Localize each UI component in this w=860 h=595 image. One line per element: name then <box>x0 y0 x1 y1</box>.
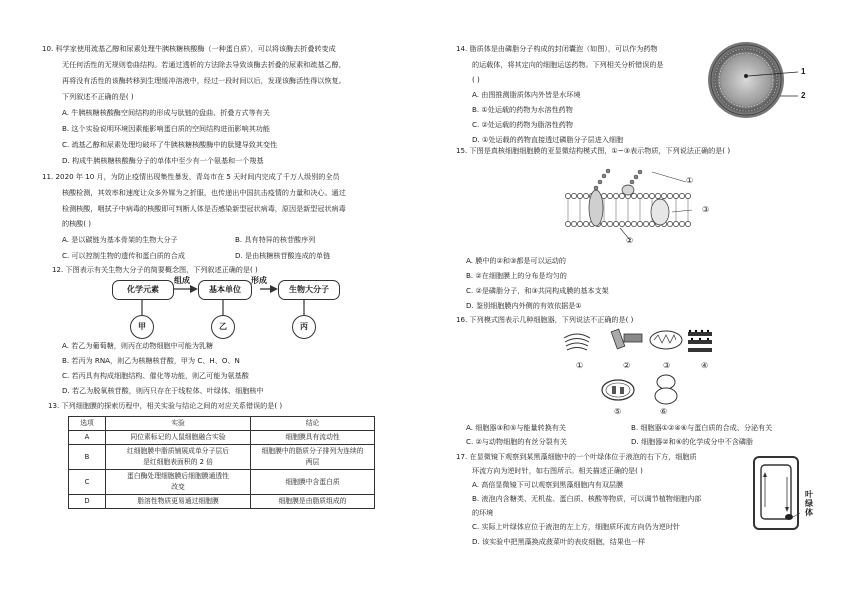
organelle-label-2: ② <box>623 361 631 370</box>
q16-option-d: D. 细胞器②和⑥的化学成分中不含磷脂 <box>631 437 754 446</box>
q15-option-d: D. 鉴别细胞膜内外侧的有效依据是① <box>466 301 582 310</box>
q11-option-d: D. 是由核糖核苷酸连成的单链 <box>235 251 331 260</box>
q10-line: 无任何活性的无规则卷曲结构。若通过透析的方法除去导致该酶去折叠的尿素和巯基乙醇， <box>62 60 346 69</box>
table-cell-option: D <box>69 495 106 509</box>
circle-bing: 丙 <box>292 315 316 339</box>
circle-yi: 乙 <box>211 315 235 339</box>
q14-option-b: B. ①处运载的药物为水溶性药物 <box>472 105 573 114</box>
chloroplast-icon <box>602 380 634 400</box>
membrane-label-1: ① <box>686 176 694 185</box>
q16-stem: 16. 下列模式图表示几种细胞器，下列说法不正确的是( ) <box>456 315 634 324</box>
q17-option-b: B. 液泡内含糖类、无机盐、蛋白质、核酸等物质，可以调节植物细胞内部 <box>472 494 702 503</box>
q10-line: 再将没有活性的该酶转移到生理缓冲溶液中，经过一段时间以后，发现该酶活性得以恢复。 <box>62 76 346 85</box>
q11-line: 的核酸( ) <box>62 219 92 228</box>
chloroplast-label: 叶绿体 <box>805 490 813 517</box>
box-chemical-elements: 化学元素 <box>112 280 174 300</box>
organelle-label-5: ⑤ <box>614 407 622 416</box>
q14-option-c: C. ②处运载的药物为脂溶性药物 <box>472 120 573 129</box>
q12-option-a: A. 若乙为葡萄糖，则丙在动物细胞中可能为乳糖 <box>62 341 214 350</box>
cell-line: 两层 <box>305 458 320 466</box>
mitochondrion-icon <box>650 331 682 349</box>
table-cell-option: C <box>69 470 106 495</box>
q12-option-d: D. 若乙为脱氧核苷酸，则丙只存在于线粒体、叶绿体、细胞核中 <box>62 386 264 395</box>
q14-line: 14. 脂质体是由磷脂分子构成的封闭囊泡（如图），可以作为药物 <box>456 44 658 53</box>
box-basic-unit: 基本单位 <box>198 280 252 300</box>
q16-option-b: B. 细胞器①②④⑥与蛋白质的合成、分泌有关 <box>631 423 773 432</box>
q11-line: 检测核酸，咽拭子中病毒的核酸即可判断人体是否感染新型冠状病毒，原因是新型冠状病毒 <box>62 204 346 213</box>
membrane-label-3: ③ <box>702 205 710 214</box>
q10-option-a: A. 牛胰核糖核酸酶空间结构的形成与肽链的盘曲、折叠方式等有关 <box>62 108 270 117</box>
table-header: 结论 <box>251 417 375 431</box>
organelles-figure <box>560 326 720 418</box>
cell-line: 是红细胞表面积的 2 倍 <box>143 458 213 466</box>
table-header: 选项 <box>69 417 106 431</box>
cell-line: 改变 <box>171 483 185 491</box>
table-cell-conclusion: 细胞膜中含蛋白质 <box>251 470 375 495</box>
box-macromolecule: 生物大分子 <box>278 280 340 300</box>
q10-option-c: C. 巯基乙醇和尿素处理均破坏了牛胰核糖核酸酶中的肽键导致其变性 <box>62 140 278 149</box>
q17-option-b-cont: 的环境 <box>472 508 494 517</box>
golgi-icon <box>564 334 590 350</box>
q10-option-b: B. 这个实验说明环境因素能影响蛋白质的空间结构进而影响其功能 <box>62 124 270 133</box>
q14-line: 的运载体，将其定向的细胞运送药物。下列相关分析错误的是 <box>472 60 664 69</box>
organelle-label-4: ④ <box>701 361 709 370</box>
table-row <box>69 470 375 495</box>
table-cell-experiment <box>106 470 251 495</box>
organelle-label-1: ① <box>576 361 584 370</box>
experiment-table <box>68 416 375 509</box>
q15-option-b: B. ②在细胞膜上的分布是均匀的 <box>466 271 567 280</box>
table-cell-experiment <box>106 445 251 470</box>
organelle-label-6: ⑥ <box>660 407 668 416</box>
table-row <box>69 431 375 445</box>
q15-option-a: A. 膜中的②和③都是可以运动的 <box>466 256 566 265</box>
table-cell-conclusion: 细胞膜是由脂质组成的 <box>251 495 375 509</box>
q15-option-c: C. ②是磷脂分子，和③共同构成膜的基本支架 <box>466 286 609 295</box>
q14-option-d: D. ①处运载的药物直接透过磷脂分子层进入细胞 <box>472 135 624 144</box>
q16-option-a: A. 细胞器③和⑤与能量转换有关 <box>466 423 566 432</box>
q16-option-c: C. ②与动物细胞的有丝分裂有关 <box>466 437 567 446</box>
q17-line: 环流方向为逆时针，如右图所示。相关描述正确的是( ) <box>472 466 643 475</box>
q12-option-b: B. 若丙为 RNA，则乙为核糖核苷酸，甲为 C、H、O、N <box>62 356 240 365</box>
q11-line: 核酸检测，其效率和速度让众多外媒为之折服，也传递出中国抗击疫情的力量和决心。通过 <box>62 188 346 197</box>
q11-option-c: C. 可以控制生物的遗传和蛋白质的合成 <box>62 251 185 260</box>
table-cell-option: A <box>69 431 106 445</box>
q11-option-b: B. 具有特异的核苷酸序列 <box>235 235 316 244</box>
q17-line: 17. 在显微镜下观察到某黑藻细胞中的一个叶绿体位于液泡的右下方，细胞质 <box>456 452 697 461</box>
liposome-label-2: 2 <box>801 91 806 100</box>
q10-line: 10. 科学家使用巯基乙醇和尿素处理牛胰核糖核酸酶（一种蛋白质），可以将该酶去折叠转变成 <box>42 44 336 53</box>
table-cell-experiment: 同位素标记的人鼠细胞融合实验 <box>106 431 251 445</box>
q15-stem: 15. 下图是真核细胞细胞膜的亚显微结构模式图，①~③表示物质，下列说法正确的是( ) <box>456 146 731 155</box>
liposome-label-1: 1 <box>801 67 806 76</box>
q11-line: 11. 2020 年 10 月，为防止疫情出现集性暴发，青岛市在 5 天时间内完成了千万人级别的全员 <box>42 172 340 181</box>
q17-option-d: D. 该实验中把黑藻换成菠菜叶的表皮细胞，结果也一样 <box>472 537 646 546</box>
table-cell-conclusion <box>251 445 375 470</box>
membrane-label-2: ② <box>626 236 634 245</box>
table-header: 实验 <box>106 417 251 431</box>
table-cell-conclusion: 细胞膜具有流动性 <box>251 431 375 445</box>
q14-line: ( ) <box>472 75 480 84</box>
q12-stem: 12. 下图表示有关生物大分子的简要概念图，下列叙述正确的是( ) <box>52 265 258 274</box>
cell-figure <box>752 455 802 535</box>
cell-line: 细胞膜中的脂质分子排列为连续的 <box>261 447 364 455</box>
liposome-figure <box>706 38 816 128</box>
q13-stem: 13. 下列细胞膜的探索历程中，相关实验与结论之间的对应关系错误的是( ) <box>48 401 283 410</box>
q14-option-a: A. 由图推测脂质体内外皆是水环境 <box>472 90 581 99</box>
cell-line: 红细胞膜中脂质铺展成单分子层后 <box>127 447 229 455</box>
q10-option-d: D. 构成牛胰核糖核酸酶分子的单体中至少有一个氨基和一个羧基 <box>62 156 264 165</box>
cell-line: 蛋白酶处理细胞膜后细胞膜通透性 <box>127 472 229 480</box>
centriole-icon <box>611 329 642 349</box>
arrow-label-compose: 组成 <box>174 276 190 285</box>
q17-option-c: C. 实际上叶绿体应位于液泡的左上方，细胞质环流方向仍为逆时针 <box>472 522 681 531</box>
table-cell-experiment: 脂溶性物质更易通过细胞膜 <box>106 495 251 509</box>
arrow-label-form: 形成 <box>251 276 267 285</box>
table-row <box>69 445 375 470</box>
q11-option-a: A. 是以碳链为基本骨架的生物大分子 <box>62 235 178 244</box>
ribosome-icon <box>655 375 677 404</box>
table-header-row <box>69 417 375 431</box>
table-cell-option: B <box>69 445 106 470</box>
q12-option-c: C. 若丙具有构成细胞结构、催化等功能，则乙可能为氨基酸 <box>62 371 249 380</box>
organelle-label-3: ③ <box>663 361 671 370</box>
table-row <box>69 495 375 509</box>
circle-jia: 甲 <box>130 315 154 339</box>
q17-option-a: A. 高倍显微镜下可以观察到黑藻细胞内有双层膜 <box>472 480 624 489</box>
endoplasmic-reticulum-icon <box>688 330 712 352</box>
q10-line: 下列叙述不正确的是( ) <box>62 92 134 101</box>
